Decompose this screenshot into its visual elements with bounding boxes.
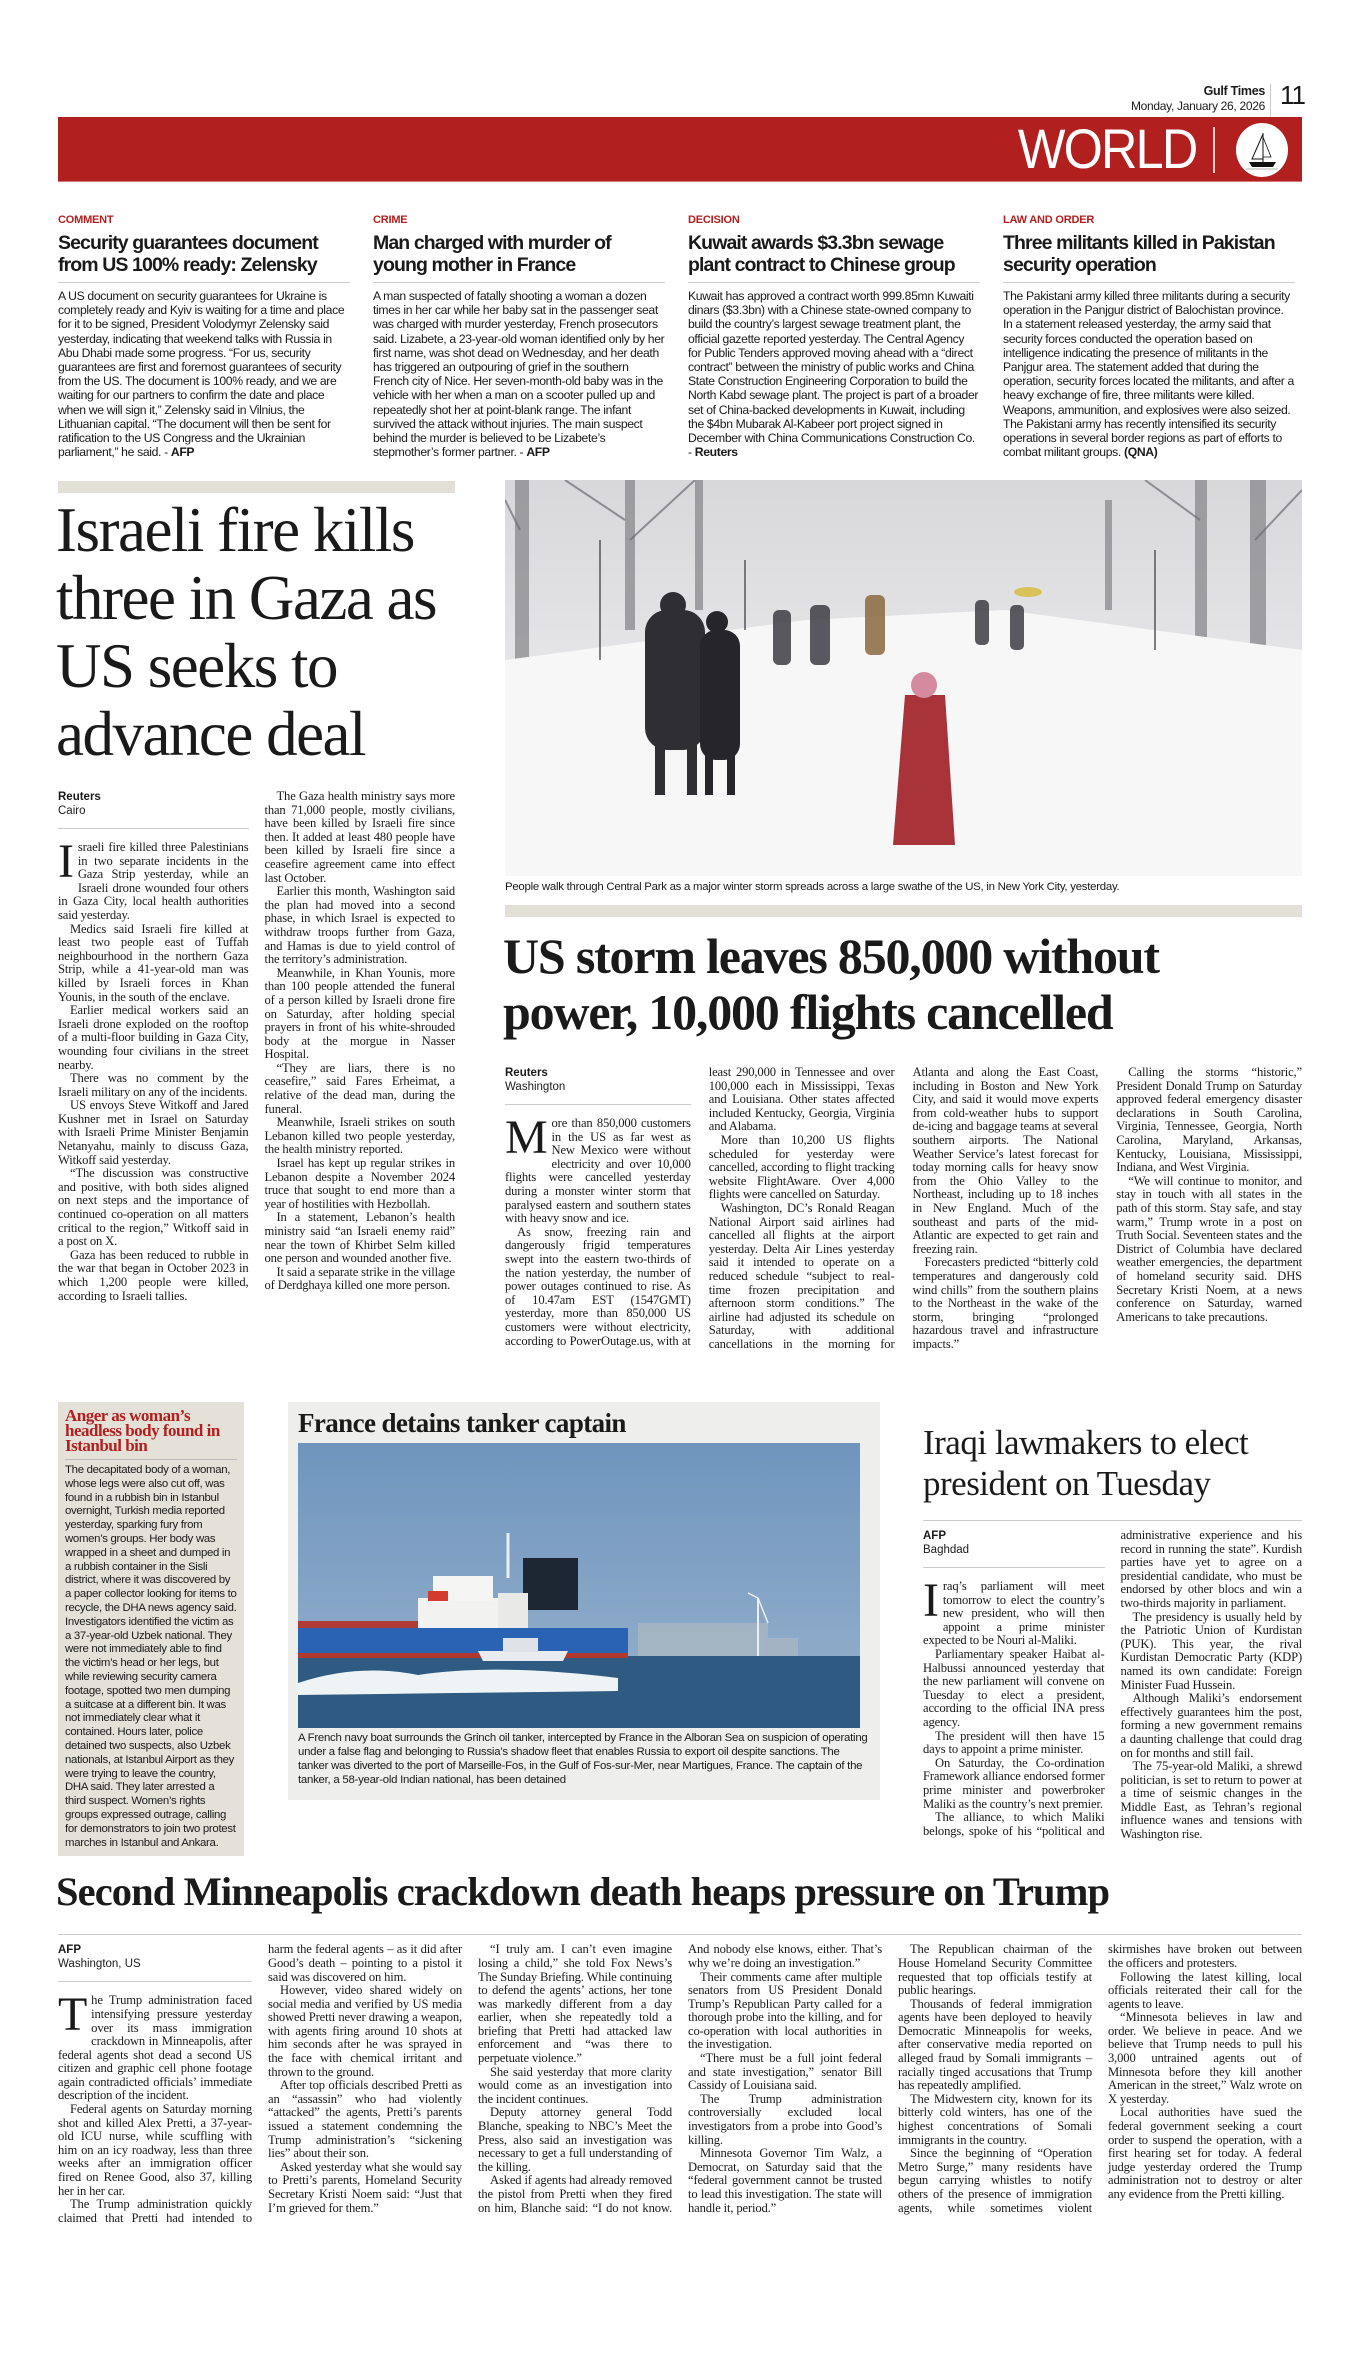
istanbul-box xyxy=(58,1402,244,1856)
kicker: CRIME xyxy=(373,214,408,226)
minneapolis-article xyxy=(58,1934,1302,2225)
masthead-info xyxy=(1131,84,1265,114)
middle-row xyxy=(58,1402,1302,1856)
brief-headline: Kuwait awards $3.3bn sewage plant contract to Chinese group xyxy=(688,232,980,283)
brief-body: A man suspected of fatally shooting a woman a dozen times in her car while her baby sat in the passenger seat was charged with murder yesterday, French prosecutors said. Lizabete, a 23-year-old woman identified only by her first name, was shot dead on Wednesday, and her death has triggered an outpouring of grief in the southern French city of Nice. Her seven-month-old baby was in the vehicle with her when a man on a scooter pulled up and repeatedly shot her at point-blank range. The infant survived the attack without injuries. The main suspect behind the murder is believed to be Lizabete’s stepmother’s former partner. - AFP xyxy=(373,289,665,460)
paragraph: More than 10,200 US flights scheduled for yesterday were cancelled, according to flight tracking website FlightAware. Over 4,000 flights were cancelled on Saturday. xyxy=(708,1132,895,1202)
paragraph: “Minnesota believes in law and order. We believe in peace. And we believe that Trump needs to pull his 3,000 untrained agents out of Minnesota before they kill another American in the street,” Walz wrote on X yesterday. xyxy=(1108,2010,1302,2106)
paragraph: Investigators identified the victim as a 37-year-old Uzbek national. They were not immediately able to find the victim’s head or her legs, but while reviewing security camera footage, spotted two men dumping a suitcase at a different bin. It was not immediately clear what it contained. Hours later, police detained two suspects, also Uzbek nationals, at Istanbul Airport as they were trying to leave the country, DHA said. They later arrested a third suspect. Women’s rights groups expressed outrage, calling for demonstrators to join two protest marches in Istanbul and Ankara. xyxy=(65,1615,236,1849)
brief-zelensky xyxy=(58,214,350,459)
paragraph: The decapitated body of a woman, whose legs were also cut off, was found in a rubbish bin in Istanbul overnight, Turkish media reported yesterday, sparking fury from women’s groups. Her body was wrapped in a sheet and dumped in a rubbish container in the Sisli district, where it was discovered by a paper collector looking for items to recycle, the DHA news agency said. xyxy=(65,1464,237,1614)
paragraph: The Midwestern city, known for its bitterly cold winters, has one of the highest concentrations of Somali immigrants in the country. xyxy=(898,2091,1092,2147)
paragraph: It said a separate strike in the village of Derdghaya killed one more person. xyxy=(264,1264,455,1293)
dateline: Washington xyxy=(505,1081,566,1093)
dateline: Washington, US xyxy=(58,1958,141,1971)
article-body xyxy=(65,1464,237,1850)
paragraph: US envoys Steve Witkoff and Jared Kushner met in Israel on Saturday with Israeli Prime Minister Benjamin Netanyahu, mainly to discuss Gaza, Witkoff said yesterday. xyxy=(58,1098,249,1167)
tanker-photo xyxy=(298,1443,860,1728)
paragraph: Forecasters predicted “bitterly cold temperatures and dangerously cold wind chills” from the southern plains to the Northeast in the wake of the storm, bringing “prolonged hazardous travel and infrastructure impacts.” xyxy=(912,1255,1099,1351)
divider xyxy=(1270,84,1271,120)
paragraph: “We will continue to monitor, and stay in touch with all states in the path of this storm. Stay safe, and stay warm,” Trump wrote in a post on Truth Social. Seventeen states and the District of Columbia have declared weather emergencies, the department of homeland security said. DHS Secretary Kristi Noem, at a news conference on Saturday, warned Americans to take precautions. xyxy=(1116,1173,1302,1324)
tanker-box xyxy=(288,1402,880,1800)
paragraph: “There must be a full joint federal and state investigation,” senator Bill Cassidy of Louisiana said. xyxy=(688,2051,882,2093)
briefs-row xyxy=(58,214,1302,481)
paragraph: Parliamentary speaker Haibat al-Halbussi announced yesterday that the new parliament will convene on Tuesday to elect a president, according to the official INA press agency. xyxy=(923,1646,1105,1729)
kicker: LAW AND ORDER xyxy=(1003,214,1095,226)
minneapolis-headline: Second Minneapolis crackdown death heaps pressure on Trump xyxy=(56,1869,1110,1915)
paragraph: Meanwhile, Israeli strikes on south Lebanon killed two people yesterday, the health ministry reported. xyxy=(264,1115,455,1157)
byline xyxy=(505,1066,691,1105)
paragraph: Asked yesterday what she would say to Pretti’s parents, Homeland Security Secretary Kristi Noem said: “Just that I’m grieved for them.” xyxy=(268,2159,462,2215)
brief-headline: Three militants killed in Pakistan security operation xyxy=(1003,232,1295,283)
paragraph: Iraq’s parliament will meet tomorrow to elect the country’s new president, who will then appoint a prime minister expected to be Nouri al-Maliki. xyxy=(923,1574,1105,1648)
paragraph: Thousands of federal immigration agents have been deployed to heavily Democratic Minneapolis for weeks, after conservative media reported on alleged fraud by Somali immigrants – racially tinged accusations that Trump has repeatedly amplified. xyxy=(898,1996,1092,2093)
section-title: WORLD xyxy=(1017,117,1196,180)
paragraph: The Trump administration quickly claimed that Pretti had intended to harm the federal agents – as it did after Good’s death – pointing to a pistol it said was discovered on him. xyxy=(58,1942,462,2225)
agency: AFP xyxy=(58,1944,81,1957)
kicker: DECISION xyxy=(688,214,740,226)
paragraph: Calling the storms “historic,” President Donald Trump on Saturday approved federal emergency disaster declarations in South Carolina, Virginia, Tennessee, Georgia, North Carolina, Maryland, Arkansas, Kentucky, Louisiana, Mississippi, Indiana, and West Virginia. xyxy=(1116,1065,1302,1175)
brief-headline: Security guarantees document from US 100% ready: Zelensky xyxy=(58,232,350,283)
brief-body: The Pakistani army killed three militants during a security operation in the Panjgur district of Balochistan province. In a statement released yesterday, the army said that security forces conducted the operation based on intelligence indicating the presence of militants in the Panjgur area. The statement added that during the operation, security forces located the militants, and after a heavy exchange of fire, three militants were killed. Weapons, ammunition, and explosives were also seized. The Pakistani army has recently intensified its security operations in several border regions as part of efforts to combat militant groups. (QNA) xyxy=(1003,289,1294,460)
paragraph: Gaza has been reduced to rubble in the war that began in October 2023 in which 1,200 people were killed, according to Israeli tallies. xyxy=(58,1247,249,1303)
paragraph: Their comments came after multiple senators from US President Donald Trump’s Republican Party called for a thorough probe into the killing, and for co-operation with local authorities in the investigation. xyxy=(688,1969,882,2052)
article-body xyxy=(505,1066,1302,1351)
paragraph: The alliance, to which Maliki belongs, spoke of his “political and administrative experience and his record in running the state”. Kurdish parties have yet to agree on a presidential candidate, who must be endorsed by other blocs and win a two-thirds majority in parliament. xyxy=(923,1528,1302,1838)
issue-date: Monday, January 26, 2026 xyxy=(1130,99,1265,113)
brief-france-murder xyxy=(373,214,665,459)
paragraph: As snow, freezing rain and dangerously frigid temperatures swept into the eastern two-thirds of the nation yesterday, the number of power outages continued to rise. As of 10.47am EST (1547GMT) yesterday, more than 850,000 US customers were without electricity, according to PowerOutage.us, with at least 290,000 in Tennessee and over 100,000 each in Mississippi, Texas and Louisiana. Other states affected included Kentucky, Georgia, Virginia and Alabama. xyxy=(505,1065,895,1348)
credit: AFP xyxy=(170,445,195,460)
paragraph: Earlier this month, Washington said the plan had moved into a second phase, in which Israel is expected to withdraw troops further from Gaza, and Hamas is due to yield control of the territory’s administration. xyxy=(264,884,455,967)
paragraph: Washington, DC’s Ronald Reagan National Airport said airlines had cancelled all flights at the airport yesterday. Delta Air Lines yesterday said it intended to operate on a reduced schedule “subject to real-time frozen precipitation and afternoon storm conditions.” The airline had adjusted its schedule on Saturday, with additional cancellations in the morning for Atlanta and along the East Coast, including in Boston and New York City, and said it would move experts from cold-weather hubs to support de-icing and baggage teams at several southern airports. The National Weather Service’s latest forecast for today morning calls for heavy snow from the Ohio Valley to the Northeast, including up to 18 inches in New England. Much of the southeast and parts of the mid-Atlantic are expected to get rain and freezing rain. xyxy=(708,1065,1099,1351)
paragraph: The Gaza health ministry says more than 71,000 people, mostly civilians, have been killed by Israeli fire since then. It added at least 480 people have been killed by Israeli fire since a ceasefire agreement came into effect last October. xyxy=(264,789,455,885)
dhow-sailboat-icon xyxy=(1236,123,1288,177)
paragraph: Israel has kept up regular strikes in Lebanon despite a November 2024 truce that sought to end more than a year of hostilities with Hezbollah. xyxy=(264,1156,455,1211)
paragraph: Although Maliki’s endorsement effectively guarantees him the post, forming a new government remains a daunting challenge that could drag on for months and still fail. xyxy=(1120,1691,1302,1760)
paragraph: The Trump administration faced intensifying pressure yesterday over its mass immigration crackdown in Minneapolis, after federal agents shot dead a second US citizen and graphic cell phone footage again contradicted officials’ immediate description of the incident. xyxy=(58,1988,252,2103)
brief-body: Kuwait has approved a contract worth 999.85mn Kuwaiti dinars ($3.3bn) with a Chinese state-owned company to build the country’s largest sewage treatment plant, the official gazette reported yesterday. The Central Agency for Public Tenders approved moving ahead with a “direct contract” between the ministry of public works and China State Construction Engineering Corporation to build the North Kabd sewage plant. The project is part of a broader set of China-backed developments in Kuwait, including the $4bn Mubarak Al-Kabeer port project signed in December with China Communications Construction Co. - Reuters xyxy=(688,289,979,460)
gaza-article xyxy=(58,790,455,1303)
brief-kuwait xyxy=(688,214,980,459)
paragraph: Following the latest killing, local officials reiterated their call for the agents to leave. xyxy=(1108,1969,1302,2011)
iraq-article xyxy=(923,1520,1302,1842)
brief-headline: Man charged with murder of young mother in France xyxy=(373,232,665,283)
minneapolis-story xyxy=(58,1868,1302,2225)
storm-headline: US storm leaves 850,000 without power, 10,000 flights cancelled xyxy=(503,928,1159,1040)
storm-photo-caption: People walk through Central Park as a major winter storm spreads across a large swathe of the US, in New York City, yesterday. xyxy=(505,881,1120,893)
paragraph: Medics said Israeli fire killed at least two people east of Tuffah neighbourhood in the northern Gaza Strip, while a 41-year-old man was killed by Israeli forces in Khan Younis, in the south of the enclave. xyxy=(58,921,249,1004)
paragraph: After top officials described Pretti as an “assassin” who had violently “attacked” the agents, Pretti’s parents issued a statement condemning the Trump administration’s “sickening lies” about their son. xyxy=(268,2078,462,2161)
paragraph: “I truly am. I can’t even imagine losing a child,” she told Fox News’s The Sunday Briefing. While continuing to defend the agents’ actions, her tone was markedly different from a day earlier, when she repeatedly told a briefing that Pretti had attacked law enforcement and “was there to perpetuate violence.” xyxy=(478,1942,672,2066)
section-rule xyxy=(505,905,1302,917)
paragraph: Earlier medical workers said an Israeli drone exploded on the rooftop of a multi-floor building in Gaza City, wounding four civilians in the street nearby. xyxy=(58,1003,249,1072)
byline xyxy=(923,1529,1105,1568)
paragraph: The presidency is usually held by the Patriotic Union of Kurdistan (PUK). This year, the rival Kurdistan Democratic Party (KDP) named its own candidate: Foreign Minister Fuad Hussein. xyxy=(1120,1609,1302,1692)
paragraph: Local authorities have sued the federal government seeking a court order to suspend the operation, with a first hearing set for today. A federal judge yesterday ordered the Trump administration not to destroy or alter any evidence from the Pretti killing. xyxy=(1108,2105,1302,2201)
paragraph: The president will then have 15 days to appoint a prime minister. xyxy=(923,1728,1105,1757)
gaza-headline: Israeli fire kills three in Gaza as US seeks to advance deal xyxy=(56,495,437,769)
paragraph: Asked if agents had already removed the pistol from Pretti when they fired on him, Blanche said: “I do not know. And nobody else knows, either. That’s why we’re doing an investigation.” xyxy=(478,1942,882,2215)
paragraph: Minnesota Governor Tim Walz, a Democrat, on Saturday said that the “federal government cannot be trusted to lead this investigation. The state will handle it, period.” xyxy=(688,2146,882,2215)
tanker-caption: A French navy boat surrounds the Grinch oil tanker, intercepted by France in the Alboran Sea on suspicion of operating under a false flag and belonging to Russia’s shadow fleet that enables Russia to export oil despite sanctions. The tanker was diverted to the port of Marseille-Fos, in the Gulf of Fos-sur-Mer, near Martigues, France. The captain of the tanker, a 58-year-old Indian national, has been detained xyxy=(298,1732,868,1786)
paragraph: “The discussion was constructive and positive, with both sides aligned on next steps and the importance of continued co-operation on all matters critical to the region,” Witkoff said in a post on X. xyxy=(58,1166,249,1249)
iraq-headline: Iraqi lawmakers to elect president on Tuesday xyxy=(923,1423,1249,1503)
paragraph: More than 850,000 customers in the US as far west as New Mexico were without electricity and over 10,000 flights were cancelled yesterday during a monster winter storm that paralysed eastern and southern states with heavy snow and ice. xyxy=(505,1111,691,1226)
paragraph: In a statement, Lebanon’s health ministry said “an Israeli enemy raid” near the town of Khirbet Selm killed one person and wounded another five. xyxy=(264,1210,455,1266)
agency: Reuters xyxy=(505,1067,548,1079)
paragraph: She said yesterday that more clarity would come as an investigation into the incident continues. xyxy=(478,2064,672,2106)
paragraph: Since the beginning of “Operation Metro Surge,” many residents have begun carrying whistles to notify others of the presence of immigration agents, while sometimes violent skirmishes have broken out between the officers and protesters. xyxy=(898,1942,1302,2215)
section-rule xyxy=(58,481,455,493)
page-number: 11 xyxy=(1280,80,1305,110)
article-body xyxy=(58,790,455,1303)
paragraph: Meanwhile, in Khan Younis, more than 100 people attended the funeral of a person killed by Israeli drone fire on Saturday, after holding special prayers in front of his white-shrouded body at the morgue in Nasser Hospital. xyxy=(264,965,455,1062)
paragraph: On Saturday, the Co-ordination Framework alliance endorsed former prime minister and powerbroker Maliki as the country’s next premier. xyxy=(923,1755,1105,1811)
credit: AFP xyxy=(526,445,550,460)
paragraph: Federal agents on Saturday morning shot and killed Alex Pretti, a 37-year-old ICU nurse, while scuffling with him on an icy roadway, less than three weeks after an immigration officer fired on Renee Good, also 37, killing her in her car. xyxy=(58,2102,252,2198)
paragraph: Israeli fire killed three Palestinians in two separate incidents in the Gaza Strip yesterday, while an Israeli drone wounded four others in Gaza City, local health authorities said yesterday. xyxy=(58,835,249,922)
agency: AFP xyxy=(923,1530,946,1542)
dateline: Cairo xyxy=(58,805,86,817)
lead-row xyxy=(58,481,1302,1390)
paragraph: “They are liars, there is no ceasefire,” said Fares Erheimat, a relative of the dead man, during the funeral. xyxy=(264,1060,455,1116)
paragraph: The Trump administration controversially excluded local investigators from a probe into Good’s killing. xyxy=(688,2091,882,2147)
paragraph: There was no comment by the Israeli military on any of the incidents. xyxy=(58,1071,249,1099)
dateline: Baghdad xyxy=(923,1544,970,1556)
paper-name: Gulf Times xyxy=(1203,84,1265,98)
section-banner xyxy=(58,117,1302,182)
paragraph: Deputy attorney general Todd Blanche, speaking to NBC’s Meet the Press, also said an investigation was necessary to get a full understanding of the killing. xyxy=(478,2105,672,2174)
istanbul-headline: Anger as woman’s headless body found in Istanbul bin xyxy=(65,1408,237,1460)
paragraph: The 75-year-old Maliki, a shrewd politician, is set to return to power at a time of seismic changes in the Middle East, as Tehran’s regional influence wanes and tensions with Washington rise. xyxy=(1120,1759,1302,1842)
storm-story xyxy=(505,481,1302,1351)
paragraph: The Republican chairman of the House Homeland Security Committee requested that top officials testify at public hearings. xyxy=(898,1942,1092,1998)
gaza-story xyxy=(58,481,455,1303)
credit: Reuters xyxy=(694,445,738,460)
article-body xyxy=(58,1943,1302,2225)
paragraph: However, video shared widely on social media and verified by US media showed Pretti never drawing a weapon, with agents firing around 10 shots at him seconds after he was sprayed in the face with chemical irritant and thrown to the ground. xyxy=(268,1983,462,2079)
credit: (QNA) xyxy=(1124,445,1158,460)
divider xyxy=(1213,127,1215,173)
tanker-headline: France detains tanker captain xyxy=(298,1408,626,1438)
brief-body: A US document on security guarantees for Ukraine is completely ready and Kyiv is waiting for a time and place for it to be signed, President Volodymyr Zelensky said yesterday, indicating that weekend talks with Russia in Abu Dhabi made some progress. “For us, security guarantees are first and foremost guarantees of security from the US. The document is 100% ready, and we are waiting for our partners to confirm the date and place when we will sign it,” Zelensky said in Vilnius, the Lithuanian capital. “The document will then be sent for ratification to the US Congress and the Ukrainian parliament,” he said. - AFP xyxy=(58,289,345,460)
byline xyxy=(58,790,249,829)
page-content xyxy=(58,214,1302,2255)
storm-photo xyxy=(505,480,1302,876)
storm-article xyxy=(505,1066,1302,1351)
brief-pakistan xyxy=(1003,214,1295,459)
article-body xyxy=(923,1529,1302,1842)
kicker: COMMENT xyxy=(58,214,114,226)
agency: Reuters xyxy=(58,791,101,803)
byline xyxy=(58,1943,252,1982)
iraq-story xyxy=(923,1402,1302,1842)
